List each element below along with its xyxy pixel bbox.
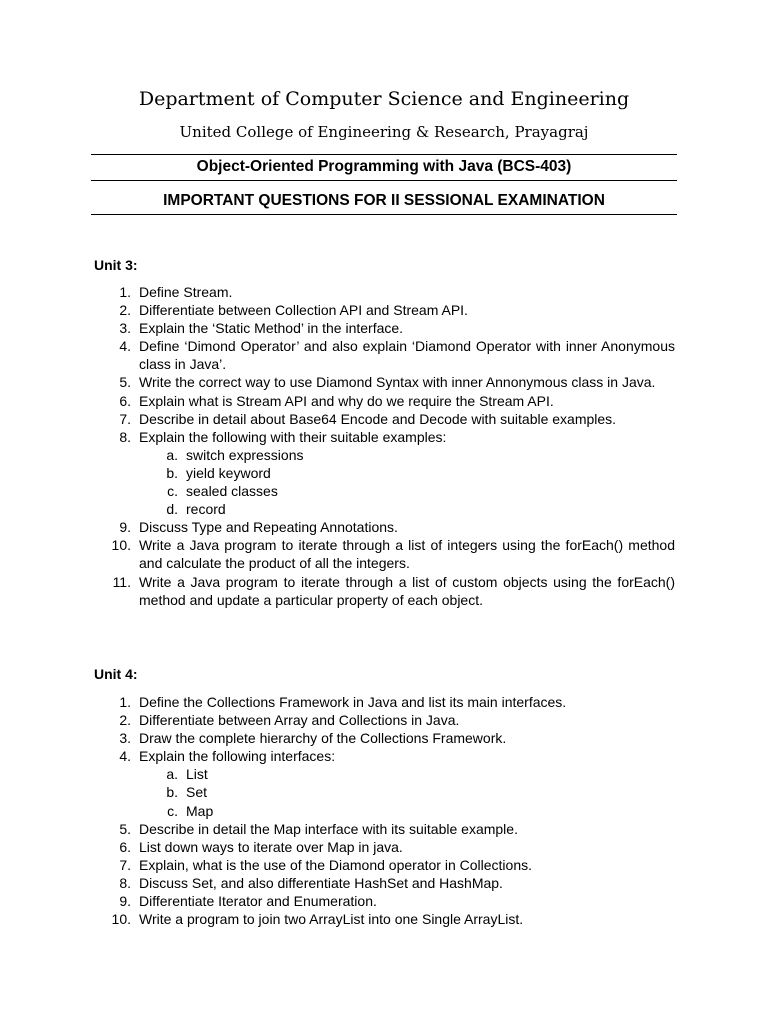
sub-question-list <box>139 765 675 819</box>
sub-question-letter: d. <box>166 501 178 518</box>
question-text: Differentiate Iterator and Enumeration. <box>139 893 377 910</box>
sub-question-list <box>139 446 675 518</box>
sub-question-letter: c. <box>167 483 178 500</box>
question-item <box>94 711 675 729</box>
question-number: 6. <box>119 838 131 855</box>
question-text: Define Stream. <box>139 284 233 300</box>
question-number: 4. <box>119 338 131 355</box>
unit-3-question-list <box>94 283 675 609</box>
question-number: 9. <box>119 893 131 910</box>
question-item <box>94 392 675 410</box>
exam-title: IMPORTANT QUESTIONS FOR II SESSIONAL EXAMINATION <box>163 192 605 209</box>
sub-question-letter: a. <box>166 766 178 783</box>
question-text: Write the correct way to use Diamond Syntax with inner Annonymous class in Java. <box>139 374 656 391</box>
question-number: 5. <box>119 820 131 837</box>
question-number: 3. <box>119 730 131 747</box>
question-text: Define ‘Dimond Operator’ and also explain ‘Diamond Operator with inner Anonymous class in Java’. <box>139 338 675 373</box>
question-item <box>94 874 675 892</box>
sub-question-letter: b. <box>166 464 178 481</box>
question-text: List down ways to iterate over Map in java. <box>139 838 403 855</box>
question-number: 8. <box>119 428 131 445</box>
question-number: 9. <box>119 519 131 536</box>
sub-question-text: yield keyword <box>186 464 271 481</box>
question-item <box>94 410 675 428</box>
question-item <box>94 373 675 391</box>
question-text: Explain the ‘Static Method’ in the interface. <box>139 320 404 337</box>
sub-question-text: switch expressions <box>186 446 304 463</box>
question-text: Explain, what is the use of the Diamond operator in Collections. <box>139 856 532 873</box>
sub-question-item <box>139 783 675 801</box>
question-text: Differentiate between Collection API and Stream API. <box>139 302 468 319</box>
question-item <box>94 729 675 747</box>
question-number: 4. <box>119 748 131 765</box>
sub-question-item <box>139 802 675 820</box>
question-text: Explain what is Stream API and why do we require the Stream API. <box>139 392 554 409</box>
question-item <box>94 747 675 819</box>
question-text: Write a program to join two ArrayList into one Single ArrayList. <box>139 911 524 928</box>
sub-question-letter: c. <box>167 802 178 819</box>
sub-question-text: sealed classes <box>186 483 278 500</box>
bottom-rule <box>91 214 677 215</box>
question-item <box>94 283 675 301</box>
question-text: Draw the complete hierarchy of the Collections Framework. <box>139 730 507 747</box>
question-number: 3. <box>119 320 131 337</box>
sub-question-item <box>139 464 675 482</box>
sub-question-text: record <box>186 501 226 518</box>
sub-question-item <box>139 765 675 783</box>
sub-question-letter: a. <box>166 446 178 463</box>
question-item <box>94 319 675 337</box>
question-item <box>94 301 675 319</box>
question-number: 11. <box>112 573 131 590</box>
question-number: 2. <box>119 302 131 319</box>
question-text: Write a Java program to iterate through a list of integers using the forEach() method and calculate the product of all the integers. <box>139 537 675 572</box>
middle-rule <box>91 180 677 181</box>
question-text: Define the Collections Framework in Java and list its main interfaces. <box>139 694 567 710</box>
question-text: Describe in detail about Base64 Encode and Decode with suitable examples. <box>139 410 617 427</box>
sub-question-text: List <box>186 766 208 783</box>
unit-4-question-list <box>94 693 675 928</box>
unit-4-title: Unit 4: <box>94 666 138 682</box>
question-number: 2. <box>119 712 131 729</box>
question-item <box>94 693 675 711</box>
course-title: Object-Oriented Programming with Java (BCS-403) <box>196 158 572 175</box>
question-number: 8. <box>119 874 131 891</box>
top-rule <box>91 154 677 155</box>
question-number: 5. <box>119 374 131 391</box>
unit-3-title: Unit 3: <box>94 257 138 273</box>
sub-question-item <box>139 482 675 500</box>
sub-question-text: Set <box>186 784 208 801</box>
question-number: 7. <box>119 410 131 427</box>
question-item <box>94 910 675 928</box>
question-text: Differentiate between Array and Collections in Java. <box>139 712 460 729</box>
question-item <box>94 856 675 874</box>
question-text: Describe in detail the Map interface with its suitable example. <box>139 820 518 837</box>
department-heading: Department of Computer Science and Engineering <box>138 88 630 110</box>
question-number: 10. <box>111 911 131 928</box>
question-item <box>94 892 675 910</box>
question-text: Write a Java program to iterate through a list of custom objects using the forEach() method and update a particular property of each object. <box>139 573 675 608</box>
question-text: Explain the following interfaces: <box>139 748 336 765</box>
question-item <box>94 838 675 856</box>
question-text: Discuss Set, and also differentiate HashSet and HashMap. <box>139 874 503 891</box>
question-item <box>94 428 675 518</box>
question-item <box>94 337 675 373</box>
question-item <box>94 820 675 838</box>
question-item <box>94 536 675 572</box>
question-item <box>94 573 675 609</box>
college-heading: United College of Engineering & Research, Prayagraj <box>179 123 589 141</box>
sub-question-letter: b. <box>166 784 178 801</box>
question-number: 6. <box>119 392 131 409</box>
question-number: 1. <box>119 694 131 710</box>
question-number: 7. <box>119 856 131 873</box>
sub-question-item <box>139 500 675 518</box>
question-number: 1. <box>119 284 131 300</box>
question-item <box>94 518 675 536</box>
sub-question-item <box>139 446 675 464</box>
sub-question-text: Map <box>186 802 214 819</box>
question-text: Explain the following with their suitable examples: <box>139 428 447 445</box>
question-text: Discuss Type and Repeating Annotations. <box>139 519 398 536</box>
question-number: 10. <box>111 537 131 554</box>
